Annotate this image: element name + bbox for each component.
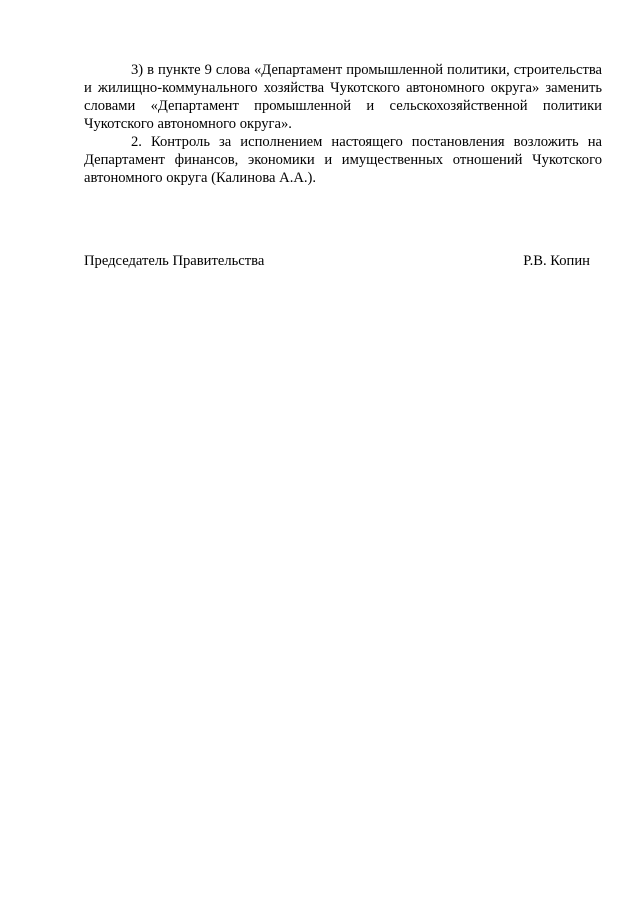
paragraph-item-3: 3) в пункте 9 слова «Департамент промышленной политики, строительства и жилищно-коммунального хозяйства Чукотского автономного округа» заменить словами «Департамент промышленной и сельскохозяйственной политики Чукотского автономного округа». [84, 62, 602, 132]
paragraph-control: 2. Контроль за исполнением настоящего постановления возложить на Департамент финансов, экономики и имущественных отношений Чукотского автономного округа (Калинова А.А.). [84, 134, 602, 186]
signatory-position: Председатель Правительства [84, 253, 265, 269]
document-body [84, 61, 602, 187]
signatory-name: Р.В. Копин [523, 253, 590, 269]
signature-block [84, 252, 590, 270]
